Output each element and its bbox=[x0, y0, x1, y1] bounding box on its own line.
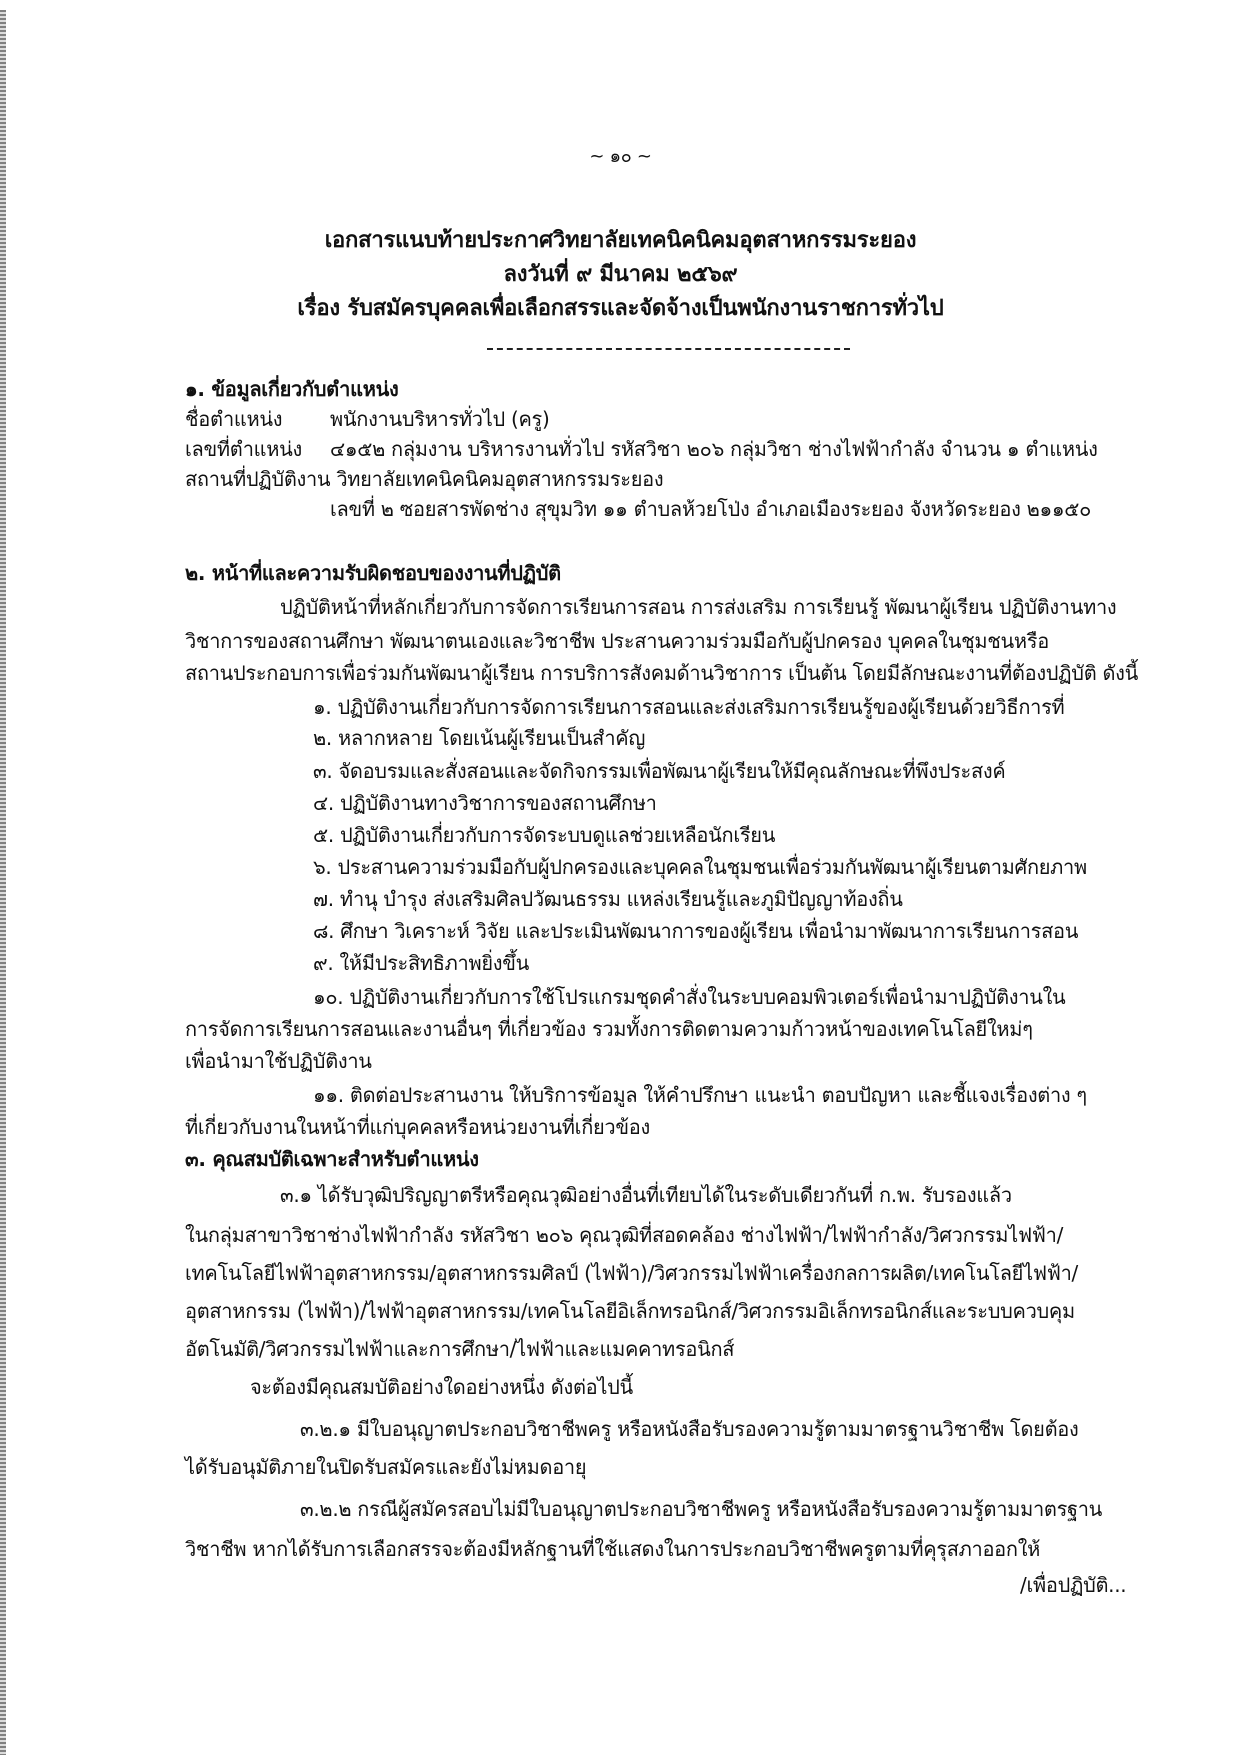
must-have-statement: จะต้องมีคุณสมบัติอย่างใดอย่างหนึ่ง ดังต่อไปนี้ bbox=[250, 1375, 633, 1399]
duty-item: ๖. ประสานความร่วมมือกับผู้ปกครองและบุคคลในชุมชนเพื่อร่วมกันพัฒนาผู้เรียนตามศักยภาพ bbox=[313, 855, 1087, 879]
duty-item: ๑. ปฏิบัติงานเกี่ยวกับการจัดการเรียนการสอนและส่งเสริมการเรียนรู้ของผู้เรียนด้วยวิธีการที่ bbox=[313, 695, 1065, 719]
section2-heading: ๒. หน้าที่และความรับผิดชอบของงานที่ปฏิบัติ bbox=[185, 561, 561, 585]
qualification-3-1-cont: อุตสาหกรรม (ไฟฟ้า)/ไฟฟ้าอุตสาหกรรม/เทคโนโลยีอิเล็กทรอนิกส์/วิศวกรรมอิเล็กทรอนิกส์และระบบควบคุม bbox=[185, 1299, 1075, 1323]
position-number-label: เลขที่ตำแหน่ง bbox=[185, 437, 302, 461]
section1-heading: ๑. ข้อมูลเกี่ยวกับตำแหน่ง bbox=[185, 377, 399, 401]
qualification-3-1-cont: เทคโนโลยีไฟฟ้าอุตสาหกรรม/อุตสาหกรรมศิลป์ (ไฟฟ้า)/วิศวกรรมไฟฟ้าเครื่องกลการผลิต/เทคโนโลยีไฟฟ้า/ bbox=[185, 1261, 1078, 1285]
duty-item: ๕. ปฏิบัติงานเกี่ยวกับการจัดระบบดูแลช่วยเหลือนักเรียน bbox=[313, 823, 776, 847]
section2-intro-line: ปฏิบัติหน้าที่หลักเกี่ยวกับการจัดการเรียนการสอน การส่งเสริม การเรียนรู้ พัฒนาผู้เรียน ปฏิบัติงานทาง bbox=[280, 595, 1117, 619]
workplace-address: เลขที่ ๒ ซอยสารพัดช่าง สุขุมวิท ๑๑ ตำบลห้วยโป่ง อำเภอเมืองระยอง จังหวัดระยอง ๒๑๑๕๐ bbox=[330, 497, 1092, 521]
qualification-3-2-2-cont: วิชาชีพ หากได้รับการเลือกสรรจะต้องมีหลักฐานที่ใช้แสดงในการประกอบวิชาชีพครูตามที่คุรุสภาออกให้ bbox=[185, 1537, 1041, 1561]
position-name-row bbox=[185, 404, 549, 434]
position-name-value: พนักงานบริหารทั่วไป (ครู) bbox=[330, 407, 550, 431]
page-number: ~ ๑๐ ~ bbox=[589, 146, 652, 167]
duty-item-11-cont: ที่เกี่ยวกับงานในหน้าที่แก่บุคคลหรือหน่วยงานที่เกี่ยวข้อง bbox=[185, 1115, 650, 1139]
duty-item-10-cont: การจัดการเรียนการสอนและงานอื่นๆ ที่เกี่ยวข้อง รวมทั้งการติดตามความก้าวหน้าของเทคโนโลยีใหม่ๆ bbox=[185, 1017, 1033, 1041]
duty-item: ๒. หลากหลาย โดยเน้นผู้เรียนเป็นสำคัญ bbox=[313, 726, 646, 750]
qualification-3-1-cont: อัตโนมัติ/วิศวกรรมไฟฟ้าและการศึกษา/ไฟฟ้าและแมคคาทรอนิกส์ bbox=[185, 1337, 735, 1361]
duty-item-10: ๑๐. ปฏิบัติงานเกี่ยวกับการใช้โปรแกรมชุดคำสั่งในระบบคอมพิวเตอร์เพื่อนำมาปฏิบัติงานใน bbox=[313, 985, 1066, 1009]
duty-item-11: ๑๑. ติดต่อประสานงาน ให้บริการข้อมูล ให้คำปรึกษา แนะนำ ตอบปัญหา และชี้แจงเรื่องต่าง ๆ bbox=[313, 1083, 1087, 1107]
position-number-value: ๔๑๕๒ กลุ่มงาน บริหารงานทั่วไป รหัสวิชา ๒๐๖ กลุ่มวิชา ช่างไฟฟ้ากำลัง จำนวน ๑ ตำแหน่ง bbox=[330, 437, 1098, 461]
continuation-marker: /เพื่อปฏิบัติ... bbox=[1020, 1573, 1127, 1597]
duty-item: ๙. ให้มีประสิทธิภาพยิ่งขึ้น bbox=[313, 951, 529, 975]
duty-item: ๘. ศึกษา วิเคราะห์ วิจัย และประเมินพัฒนาการของผู้เรียน เพื่อนำมาพัฒนาการเรียนการสอน bbox=[313, 919, 1079, 943]
position-number-row bbox=[185, 434, 1098, 464]
header-divider bbox=[487, 348, 850, 350]
duty-item: ๓. จัดอบรมและสั่งสอนและจัดกิจกรรมเพื่อพัฒนาผู้เรียนให้มีคุณลักษณะที่พึงประสงค์ bbox=[313, 759, 1006, 783]
section3-heading: ๓. คุณสมบัติเฉพาะสำหรับตำแหน่ง bbox=[185, 1147, 479, 1171]
position-name-label: ชื่อตำแหน่ง bbox=[185, 407, 283, 431]
qualification-3-1: ๓.๑ ได้รับวุฒิปริญญาตรีหรือคุณวุฒิอย่างอื่นที่เทียบได้ในระดับเดียวกันที่ ก.พ. รับรองแล้ว bbox=[280, 1183, 1012, 1207]
header-date: ลงวันที่ ๙ มีนาคม ๒๕๖๙ bbox=[503, 262, 738, 287]
duty-item: ๗. ทำนุ บำรุง ส่งเสริมศิลปวัฒนธรรม แหล่งเรียนรู้และภูมิปัญญาท้องถิ่น bbox=[313, 887, 903, 911]
section2-intro-line: สถานประกอบการเพื่อร่วมกันพัฒนาผู้เรียน การบริการสังคมด้านวิชาการ เป็นต้น โดยมีลักษณะงานที่ต้องปฏิบัติ ดังนี้ bbox=[185, 661, 1138, 685]
duty-item-10-cont: เพื่อนำมาใช้ปฏิบัติงาน bbox=[185, 1049, 372, 1073]
workplace-row bbox=[185, 464, 663, 494]
header-title-line1: เอกสารแนบท้ายประกาศวิทยาลัยเทคนิคนิคมอุตสาหกรรมระยอง bbox=[324, 228, 917, 253]
qualification-3-2-2: ๓.๒.๒ กรณีผู้สมัครสอบไม่มีใบอนุญาตประกอบวิชาชีพครู หรือหนังสือรับรองความรู้ตามมาตรฐาน bbox=[300, 1497, 1103, 1521]
duty-item: ๔. ปฏิบัติงานทางวิชาการของสถานศึกษา bbox=[313, 791, 657, 815]
header-subject: เรื่อง รับสมัครบุคคลเพื่อเลือกสรรและจัดจ้างเป็นพนักงานราชการทั่วไป bbox=[297, 296, 944, 321]
qualification-3-2-1: ๓.๒.๑ มีใบอนุญาตประกอบวิชาชีพครู หรือหนังสือรับรองความรู้ตามมาตรฐานวิชาชีพ โดยต้อง bbox=[300, 1417, 1079, 1441]
workplace-label: สถานที่ปฏิบัติงาน bbox=[185, 467, 331, 491]
qualification-3-1-cont: ในกลุ่มสาขาวิชาช่างไฟฟ้ากำลัง รหัสวิชา ๒๐๖ คุณวุฒิที่สอดคล้อง ช่างไฟฟ้า/ไฟฟ้ากำลัง/วิศวกรรมไฟฟ้า/ bbox=[185, 1223, 1064, 1247]
section2-intro-line: วิชาการของสถานศึกษา พัฒนาตนเองและวิชาชีพ ประสานความร่วมมือกับผู้ปกครอง บุคคลในชุมชนหรือ bbox=[185, 629, 1049, 653]
qualification-3-2-1-cont: ได้รับอนุมัติภายในปิดรับสมัครและยังไม่หมดอายุ bbox=[185, 1455, 587, 1479]
workplace-value: วิทยาลัยเทคนิคนิคมอุตสาหกรรมระยอง bbox=[336, 467, 664, 491]
